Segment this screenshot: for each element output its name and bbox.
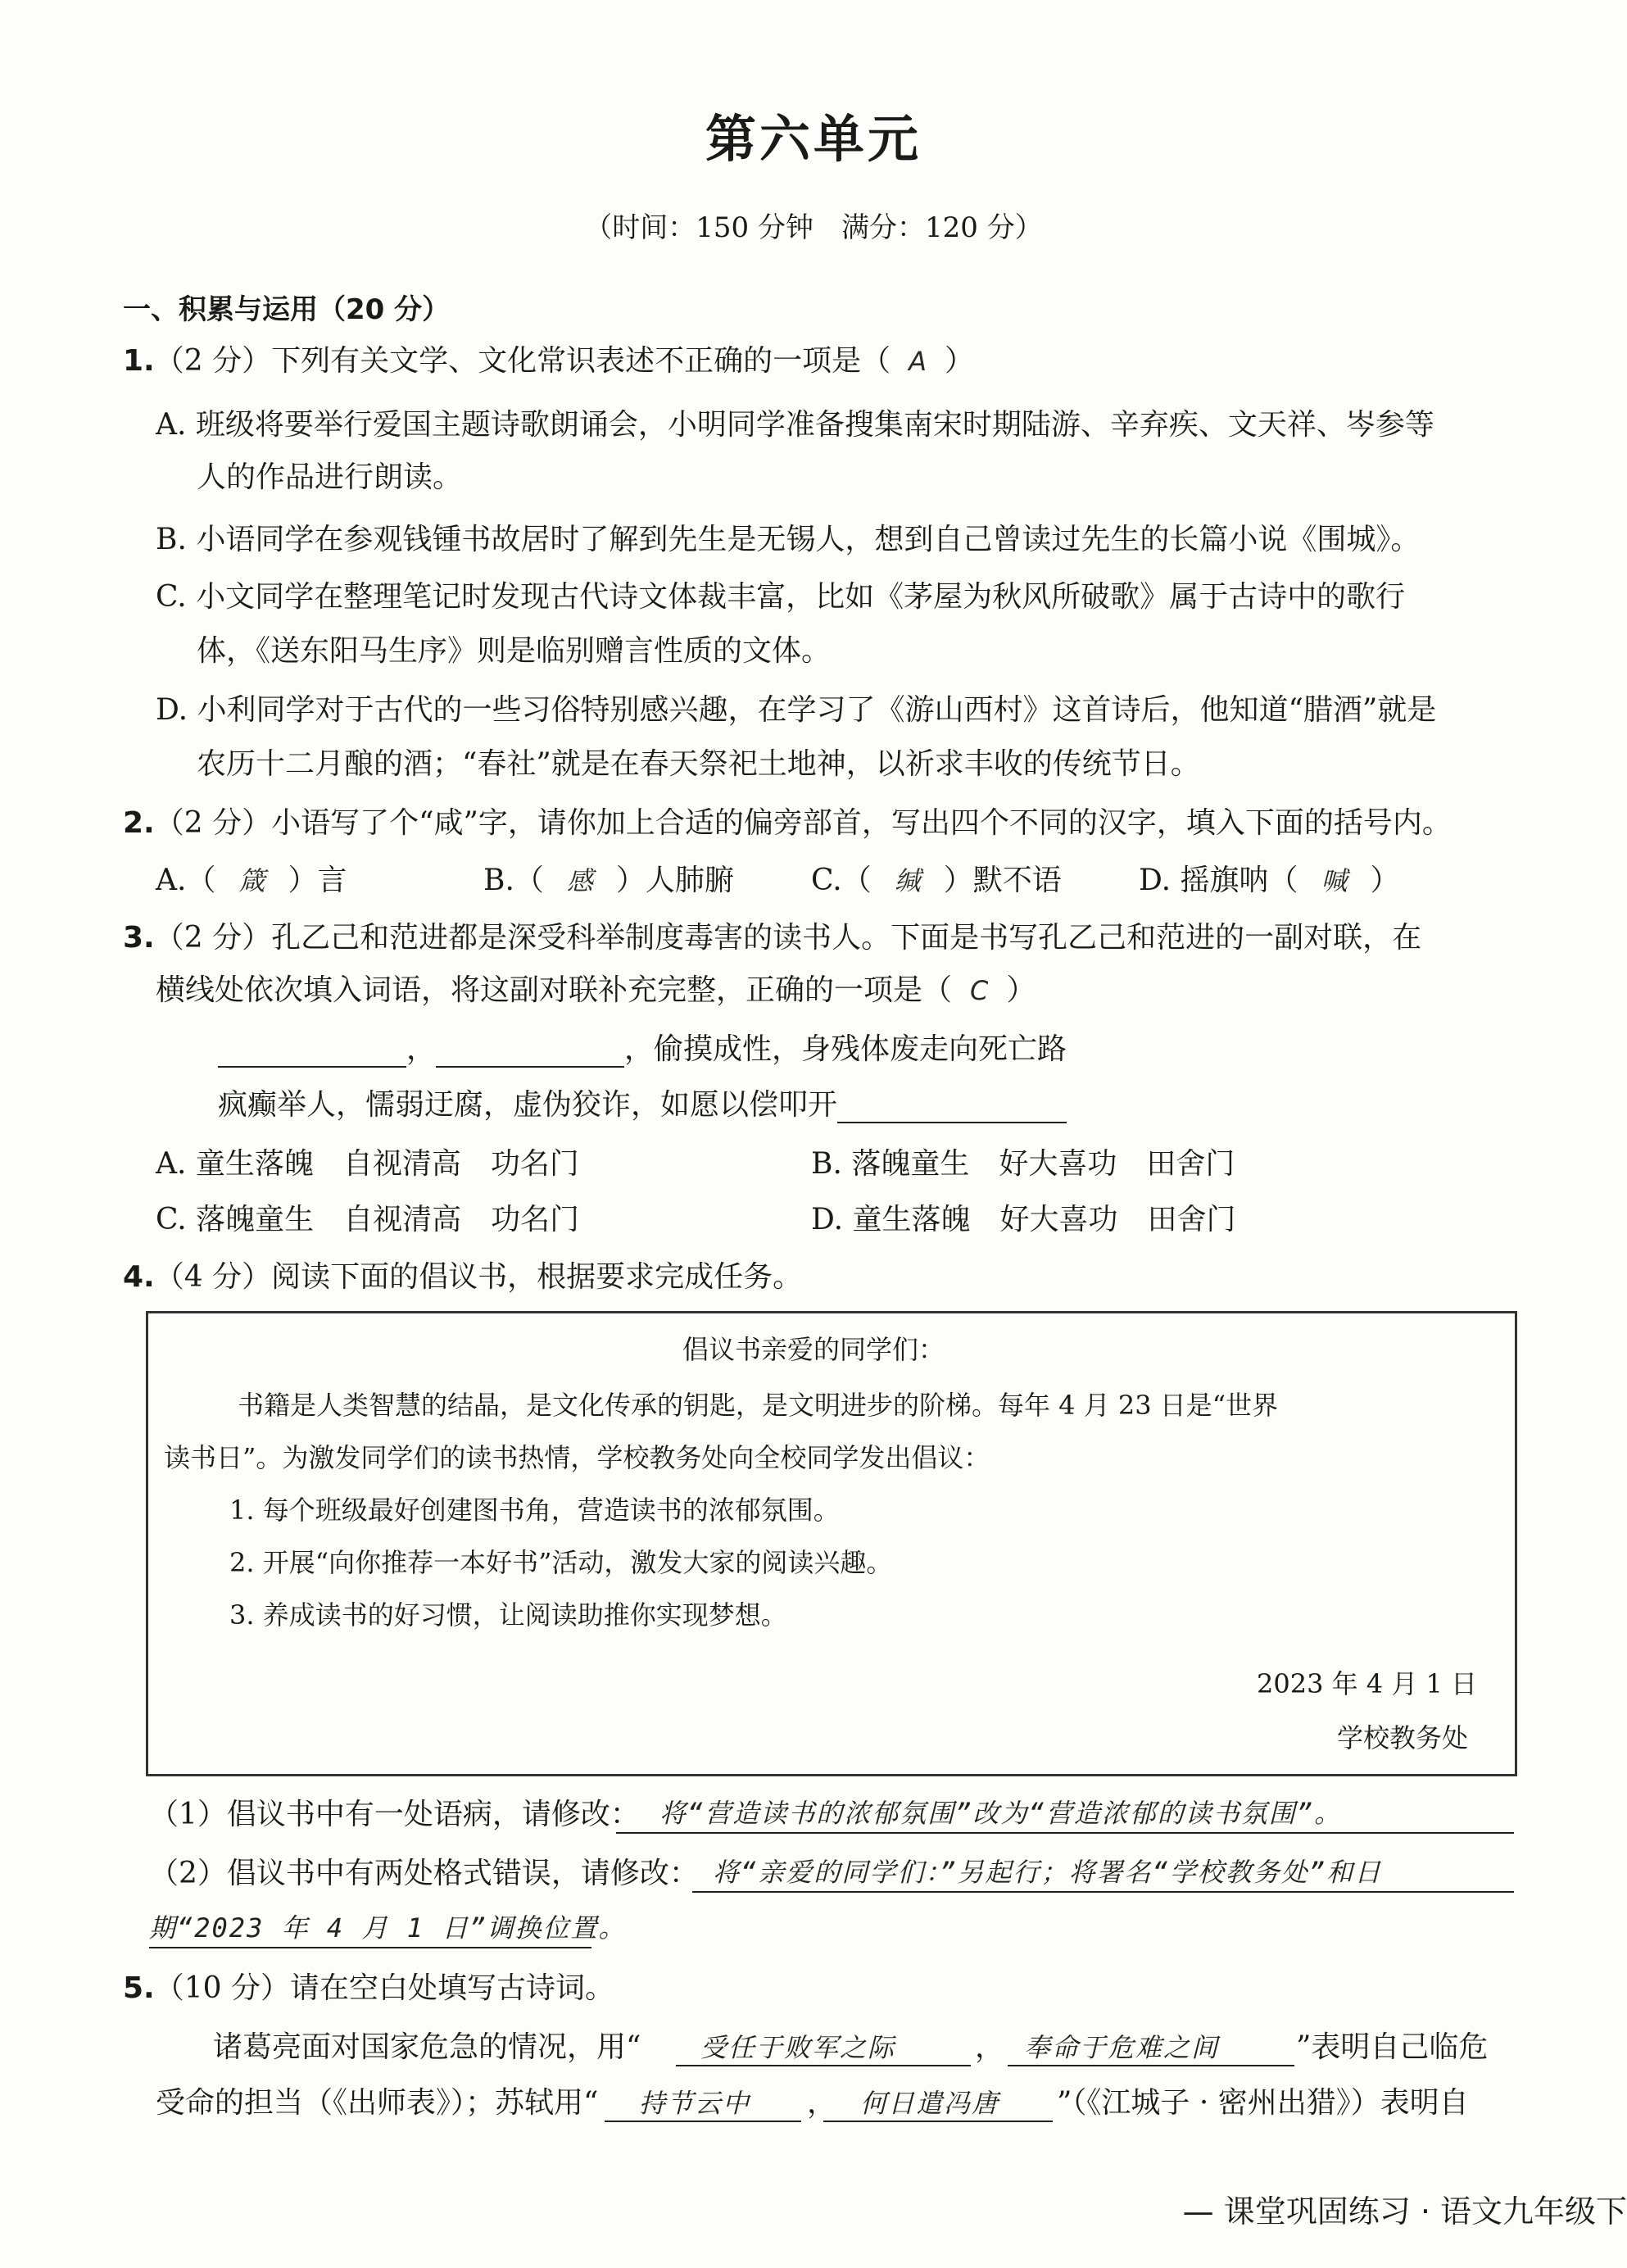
handwritten-answer: 喊 — [1321, 865, 1348, 896]
stem-text: ） — [1006, 973, 1036, 1007]
q1-option-d: D. 小利同学对于古代的一些习俗特别感兴趣，在学习了《游山西村》这首诗后，他知道“腊酒”就是 — [156, 693, 1437, 727]
q4-sub1-answer: 将“营造读书的浓郁氛围”改为“营造浓郁的读书氛围”。 — [659, 1798, 1343, 1829]
q5-answer: 奉命于危难之间 — [1024, 2032, 1220, 2063]
question-1-stem — [123, 338, 974, 379]
q5-line-2-b: ， — [807, 2086, 837, 2120]
q4-sub2-label: （2）倡议书中有两处格式错误，请修改： — [149, 1857, 699, 1890]
option-text: ）默不语 — [943, 864, 1062, 897]
stem-text: ） — [944, 344, 974, 378]
stem-text: （2 分）小语写了个“咸”字，请你加上合适的偏旁部首，写出四个不同的汉字，填入下面的括号内。 — [154, 806, 1452, 840]
q1-option-c-cont: 体，《送东阳马生序》则是临别赠言性质的文体。 — [197, 634, 832, 668]
question-3-stem-cont — [156, 967, 1036, 1009]
question-2-stem — [123, 800, 1452, 841]
stem-text: （2 分）下列有关文学、文化常识表述不正确的一项是（ — [154, 344, 891, 378]
proposal-paragraph: 书籍是人类智慧的结晶，是文化传承的钥匙，是文明进步的阶梯。每年 4 月 23 日是“世界 — [238, 1390, 1279, 1421]
q2-option-c — [811, 857, 1062, 899]
proposal-item: 3. 养成读书的好习惯，让阅读助推你实现梦想。 — [229, 1599, 787, 1631]
stem-text: 横线处依次填入词语，将这副对联补充完整，正确的一项是（ — [156, 973, 953, 1007]
section-heading: 一、积累与运用（20 分） — [123, 293, 451, 326]
blank-line — [218, 1038, 406, 1068]
couplet-line-1: ， ，偷摸成性，身残体废走向死亡路 — [218, 1026, 1067, 1068]
page-title: 第六单元 — [705, 109, 922, 169]
q4-sub2-answer-cont: 期“2023 年 4 月 1 日”调换位置。 — [149, 1912, 627, 1944]
handwritten-answer: 箴 — [238, 865, 265, 896]
q1-option-b: B. 小语同学在参观钱锺书故居时了解到先生是无锡人，想到自己曾读过先生的长篇小说《围城》。 — [156, 523, 1421, 556]
handwritten-answer: 感 — [566, 865, 593, 896]
exam-info: （时间：150 分钟 满分：120 分） — [584, 211, 1043, 244]
proposal-item: 2. 开展“向你推荐一本好书”活动，激发大家的阅读兴趣。 — [229, 1547, 893, 1578]
answer-underline — [149, 1947, 591, 1948]
q3-option-d: D. 童生落魄 好大喜功 田舍门 — [811, 1203, 1236, 1236]
option-text: ）言 — [288, 864, 347, 897]
option-text: A.（ — [156, 864, 216, 897]
option-text: ） — [1370, 864, 1400, 897]
couplet-text: 疯癫举人，懦弱迂腐，虚伪狡诈，如愿以偿叩开 — [218, 1088, 838, 1122]
answer-underline — [676, 2065, 971, 2066]
q1-option-a: A. 班级将要举行爱国主题诗歌朗诵会，小明同学准备搜集南宋时期陆游、辛弃疾、文天祥、岑参等 — [156, 408, 1434, 442]
q3-option-c: C. 落魄童生 自视清高 功名门 — [156, 1203, 580, 1236]
q5-line-1-c: ”表明自己临危 — [1296, 2030, 1489, 2064]
proposal-title: 倡议书亲爱的同学们： — [682, 1334, 945, 1365]
q5-line-2-a: 受命的担当（《出师表》）；苏轼用“ — [156, 2086, 599, 2120]
question-number: 4. — [123, 1260, 155, 1294]
answer-underline — [692, 1891, 1514, 1893]
q2-option-a — [156, 857, 347, 899]
q4-sub1-label: （1）倡议书中有一处语病，请修改： — [149, 1798, 640, 1831]
option-text: ）人肺腑 — [615, 864, 734, 897]
proposal-date: 2023 年 4 月 1 日 — [1257, 1668, 1478, 1699]
q2-option-d — [1139, 857, 1400, 899]
q3-option-a: A. 童生落魄 自视清高 功名门 — [156, 1147, 579, 1181]
q5-answer: 何日遣冯唐 — [860, 2088, 1000, 2119]
q1-option-a-cont: 人的作品进行朗读。 — [197, 460, 463, 494]
stem-text: （10 分）请在空白处填写古诗词。 — [154, 1971, 614, 2005]
q5-answer: 持节云中 — [639, 2088, 751, 2119]
question-3-stem — [123, 914, 1421, 956]
option-text: B.（ — [483, 864, 544, 897]
option-text: D. 摇旗呐（ — [1139, 864, 1298, 897]
question-number: 5. — [123, 1971, 155, 2005]
question-5-stem — [123, 1965, 614, 2007]
proposal-item: 1. 每个班级最好创建图书角，营造读书的浓郁氛围。 — [229, 1495, 840, 1526]
q5-line-1-b: ， — [975, 2030, 1005, 2064]
proposal-signature: 学校教务处 — [1337, 1722, 1469, 1753]
q5-line-1-a: 诸葛亮面对国家危急的情况，用“ — [213, 2030, 641, 2064]
q2-option-b — [483, 857, 734, 899]
q1-option-d-cont: 农历十二月酿的酒；“春社”就是在春天祭祀土地神，以祈求丰收的传统节日。 — [197, 747, 1200, 781]
question-4-stem — [123, 1254, 802, 1295]
answer-underline — [605, 2121, 801, 2122]
question-number: 3. — [123, 921, 155, 955]
proposal-paragraph-cont: 读书日”。为激发同学们的读书热情，学校教务处向全校同学发出倡议： — [164, 1442, 990, 1473]
blank-line — [837, 1094, 1067, 1123]
q3-option-b: B. 落魄童生 好大喜功 田舍门 — [811, 1147, 1235, 1181]
couplet-line-2 — [218, 1082, 1067, 1123]
option-text: C.（ — [811, 864, 872, 897]
stem-text: （4 分）阅读下面的倡议书，根据要求完成任务。 — [154, 1260, 803, 1294]
page-footer: — 课堂巩固练习 · 语文九年级下 — [1182, 2193, 1627, 2229]
answer-mark: A — [909, 346, 927, 377]
couplet-text: ，偷摸成性，身残体废走向死亡路 — [624, 1032, 1067, 1066]
blank-line — [436, 1038, 624, 1068]
answer-mark: C — [970, 975, 989, 1006]
handwritten-answer: 缄 — [894, 865, 921, 896]
answer-underline — [823, 2121, 1053, 2122]
stem-text: （2 分）孔乙己和范进都是深受科举制度毒害的读书人。下面是书写孔乙己和范进的一副对联，在 — [154, 921, 1422, 955]
q4-sub2-answer: 将“亲爱的同学们：”另起行；将署名“学校教务处”和日 — [713, 1857, 1383, 1888]
answer-underline — [1008, 2065, 1294, 2066]
question-number: 1. — [123, 344, 155, 378]
q5-answer: 受任于败军之际 — [700, 2032, 896, 2063]
question-number: 2. — [123, 806, 155, 840]
q1-option-c: C. 小文同学在整理笔记时发现古代诗文体裁丰富，比如《茅屋为秋风所破歌》属于古诗中的歌行 — [156, 580, 1406, 614]
q5-line-2-c: ”（《江城子 · 密州出猎》）表明自 — [1057, 2086, 1469, 2120]
answer-underline — [616, 1832, 1514, 1834]
